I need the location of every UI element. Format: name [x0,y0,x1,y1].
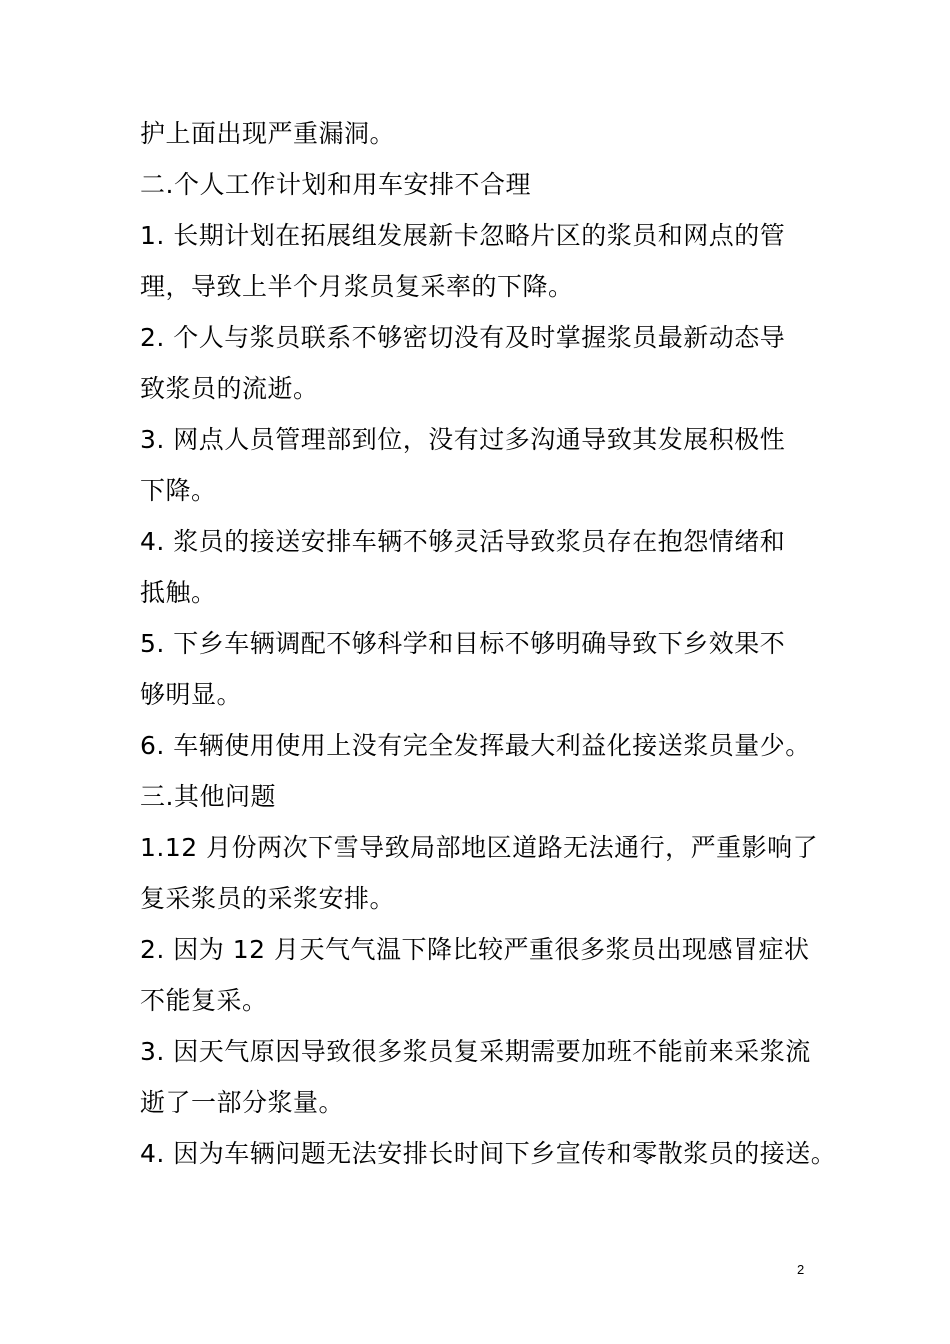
list-item-line: 4. 浆员的接送安排车辆不够灵活导致浆员存在抱怨情绪和 [140,527,786,556]
list-item-continuation: 下降。 [140,476,217,505]
text-line: 护上面出现严重漏洞。 [140,119,396,148]
list-item-continuation: 不能复采。 [140,986,268,1015]
list-item-line: 6. 车辆使用使用上没有完全发挥最大利益化接送浆员量少。 [140,731,811,760]
page-number: 2 [797,1262,805,1277]
list-item-continuation: 致浆员的流逝。 [140,374,319,403]
list-item-line: 1.12 月份两次下雪导致局部地区道路无法通行，严重影响了 [140,833,819,862]
list-item-line: 3. 因天气原因导致很多浆员复采期需要加班不能前来采浆流 [140,1037,811,1066]
list-item-line: 4. 因为车辆问题无法安排长时间下乡宣传和零散浆员的接送。 [140,1139,837,1168]
list-item-continuation: 理，导致上半个月浆员复采率的下降。 [140,272,574,301]
list-item-continuation: 抵触。 [140,578,217,607]
list-item-continuation: 复采浆员的采浆安排。 [140,884,396,913]
section-heading: 二.个人工作计划和用车安排不合理 [140,170,531,199]
list-item-line: 2. 因为 12 月天气气温下降比较严重很多浆员出现感冒症状 [140,935,810,964]
list-item-continuation: 逝了一部分浆量。 [140,1088,345,1117]
list-item-line: 5. 下乡车辆调配不够科学和目标不够明确导致下乡效果不 [140,629,786,658]
document-body [140,108,840,1179]
list-item-line: 2. 个人与浆员联系不够密切没有及时掌握浆员最新动态导 [140,323,786,352]
list-item-line: 1. 长期计划在拓展组发展新卡忽略片区的浆员和网点的管 [140,221,786,250]
list-item-line: 3. 网点人员管理部到位，没有过多沟通导致其发展积极性 [140,425,786,454]
list-item-continuation: 够明显。 [140,680,243,709]
section-heading: 三.其他问题 [140,782,276,811]
